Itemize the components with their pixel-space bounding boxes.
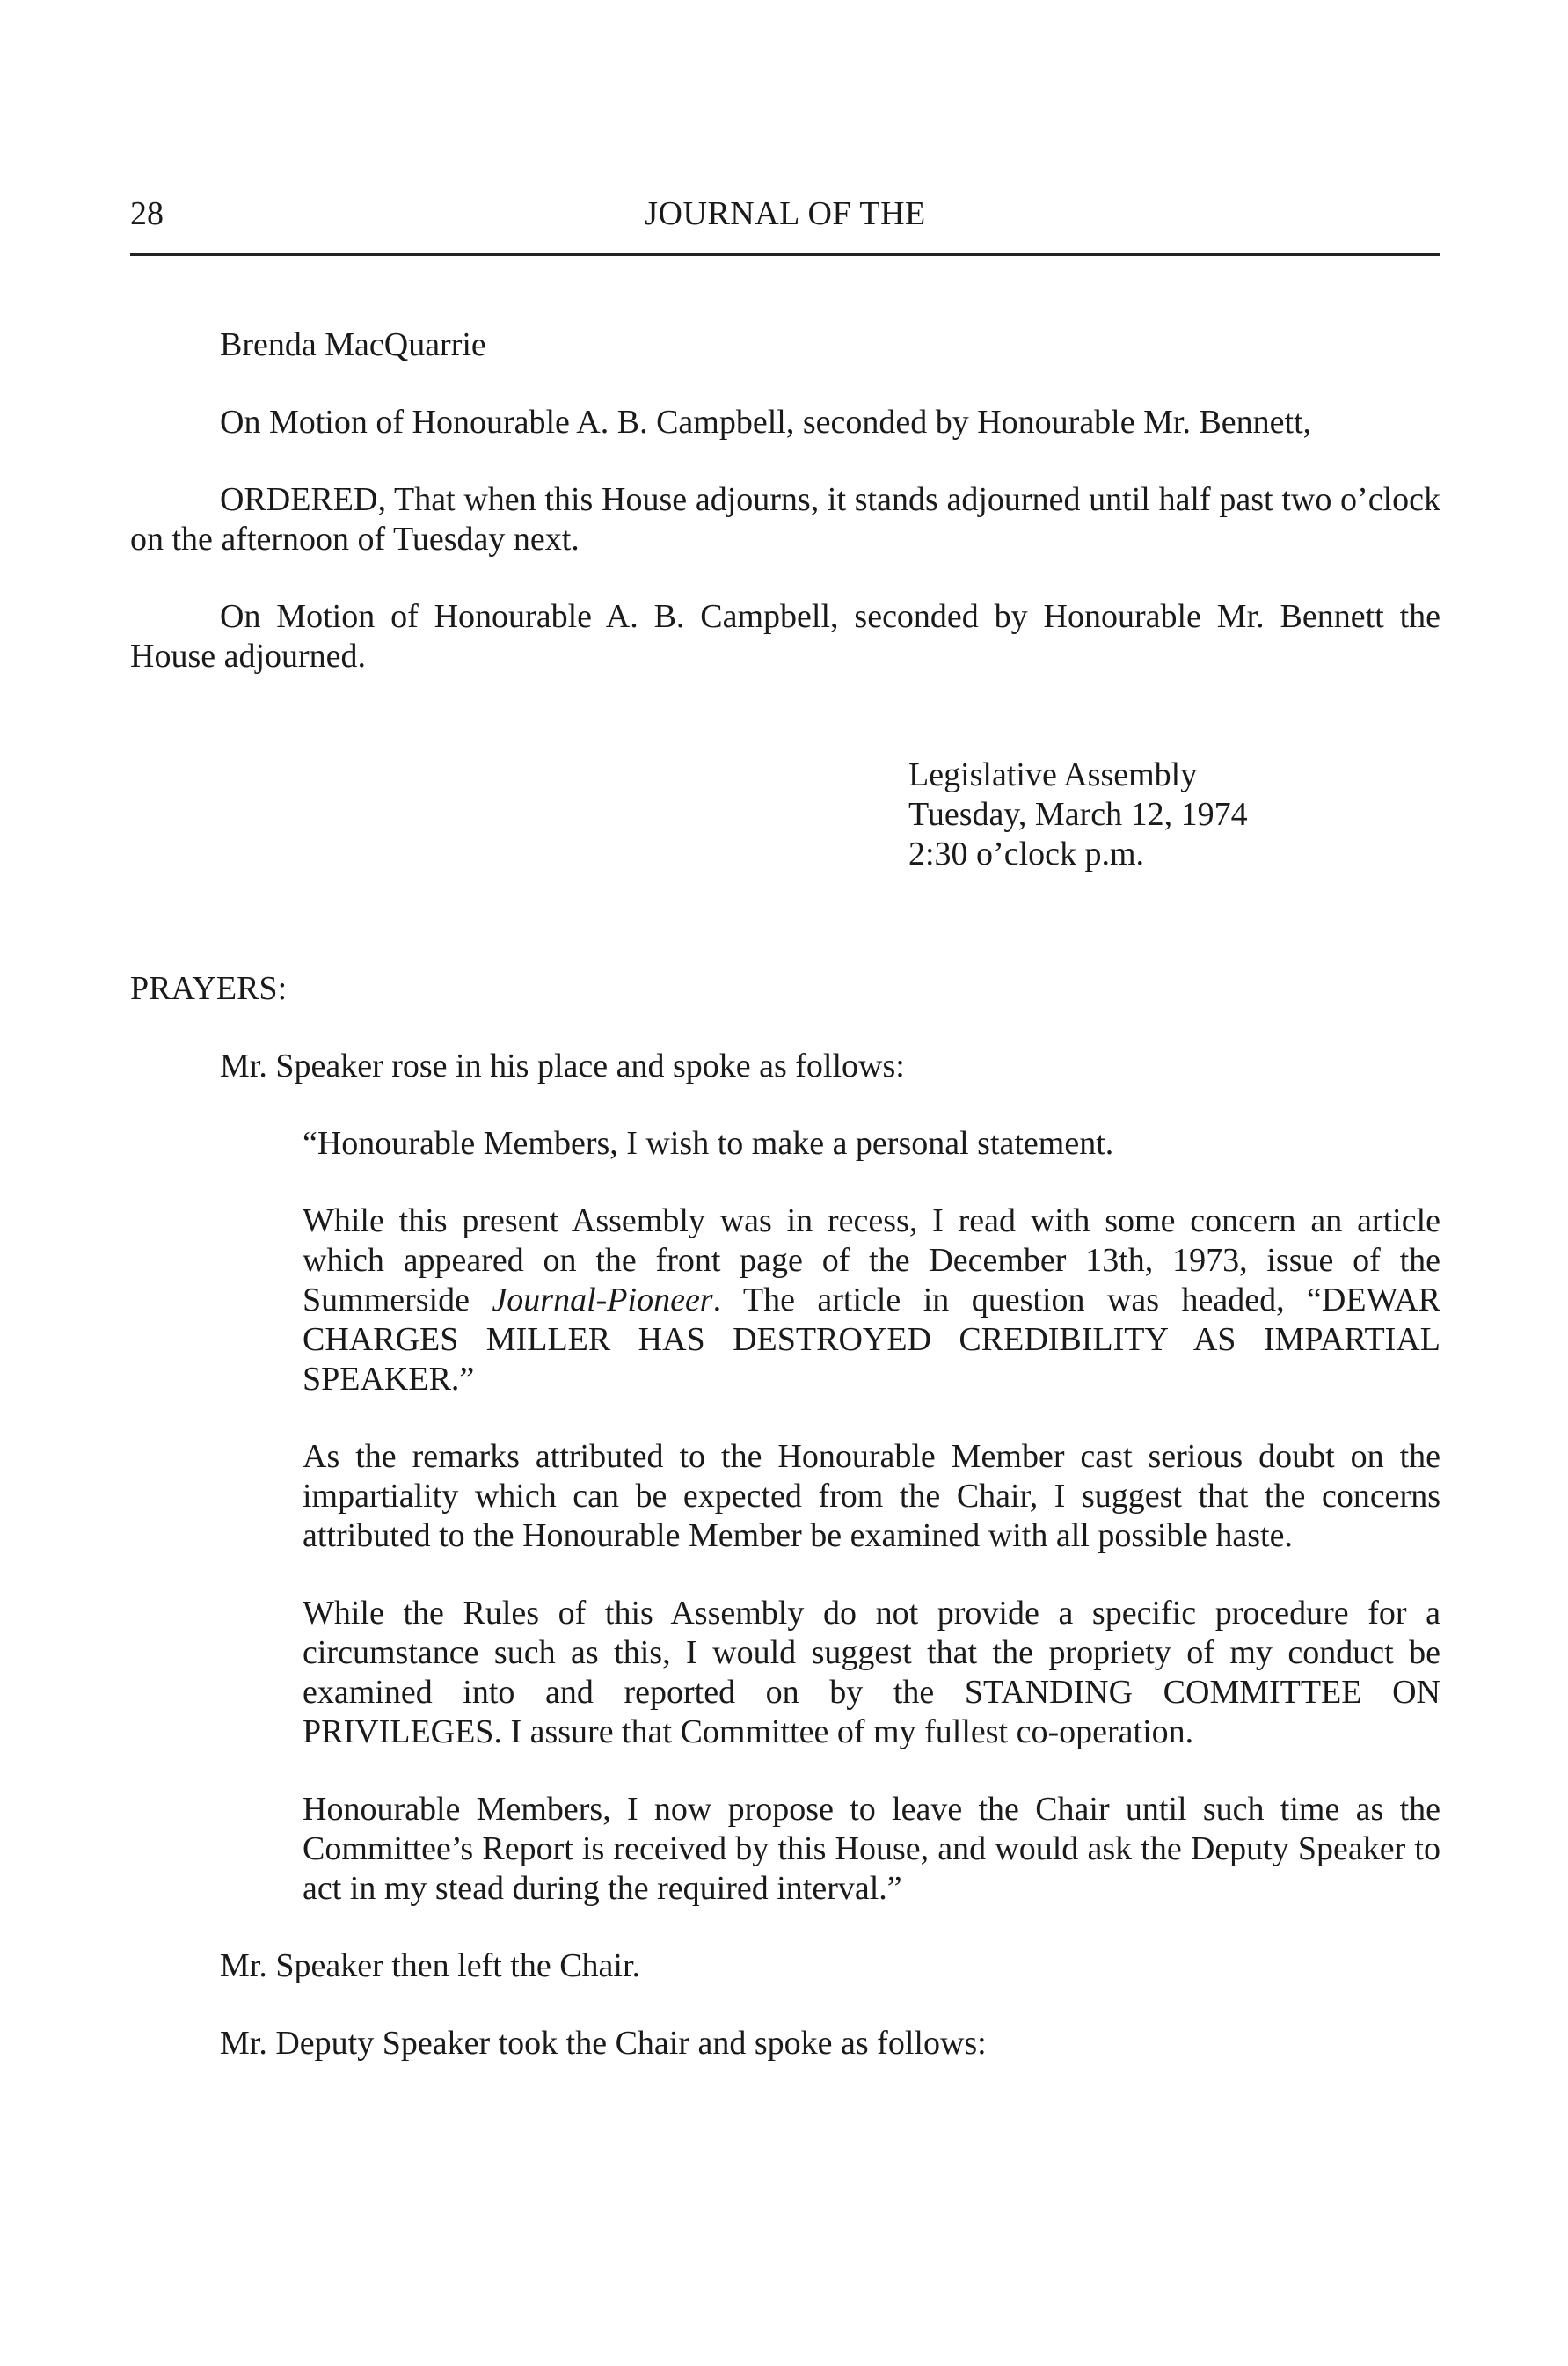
journal-body (130, 325, 1440, 2101)
prayers-heading: PRAYERS: (130, 970, 288, 1007)
motion-paragraph: On Motion of Honourable A. B. Campbell, seconded by Honourable Mr. Bennett, (220, 404, 1312, 441)
ordered-paragraph: ORDERED, That when this House adjourns, it stands adjourned until half past two o’clock on the afternoon of Tuesday next. (130, 481, 1440, 558)
deputy-speaker-paragraph: Mr. Deputy Speaker took the Chair and spoke as follows: (220, 2025, 987, 2062)
header-rule (130, 253, 1440, 256)
dateline-date: Tuesday, March 12, 1974 (908, 796, 1248, 833)
speaker-left-paragraph: Mr. Speaker then left the Chair. (220, 1947, 641, 1984)
page-header (130, 192, 1440, 245)
dateline-assembly: Legislative Assembly (908, 756, 1198, 793)
statement-closing-paragraph: Honourable Members, I now propose to leave the Chair until such time as the Committee’s Report is received by this House, and would ask the Deputy Speaker to act in my stead during the required interval.” (303, 1791, 1440, 1907)
statement-article-paragraph (303, 1201, 1440, 1399)
name-entry: Brenda MacQuarrie (220, 326, 486, 363)
speaker-rose-paragraph: Mr. Speaker rose in his place and spoke as follows: (220, 1048, 905, 1084)
statement-rules-paragraph: While the Rules of this Assembly do not provide a specific procedure for a circumstance such as this, I would suggest that the propriety of my conduct be examined into and reported on by the STANDING COMMITTEE ON PRIVILEGES. I assure that Committee of my fullest co-operation. (303, 1595, 1440, 1750)
adjourn-motion-paragraph: On Motion of Honourable A. B. Campbell, seconded by Honourable Mr. Bennett the House adjourned. (130, 598, 1440, 675)
article-text-after: . The article in question was headed, “DEWAR CHARGES MILLER HAS DESTROYED CREDIBILITY AS IMPARTIAL SPEAKER.” (303, 1282, 1440, 1398)
dateline-time: 2:30 o’clock p.m. (908, 836, 1145, 873)
article-text-before: While this present Assembly was in recess, I read with some concern an article which appeared on the front page of the December 13th, 1973, issue of the Summerside (303, 1202, 1440, 1318)
page-number: 28 (130, 195, 164, 232)
newspaper-name: Journal-Pioneer (492, 1282, 713, 1318)
statement-opening: “Honourable Members, I wish to make a personal statement. (303, 1125, 1114, 1162)
sitting-dateline (908, 756, 1440, 874)
running-head: JOURNAL OF THE (645, 195, 926, 232)
statement-remarks-paragraph: As the remarks attributed to the Honourable Member cast serious doubt on the impartiality which can be expected from the Chair, I suggest that the concerns attributed to the Honourable Member be examined with all possible haste. (303, 1438, 1440, 1554)
